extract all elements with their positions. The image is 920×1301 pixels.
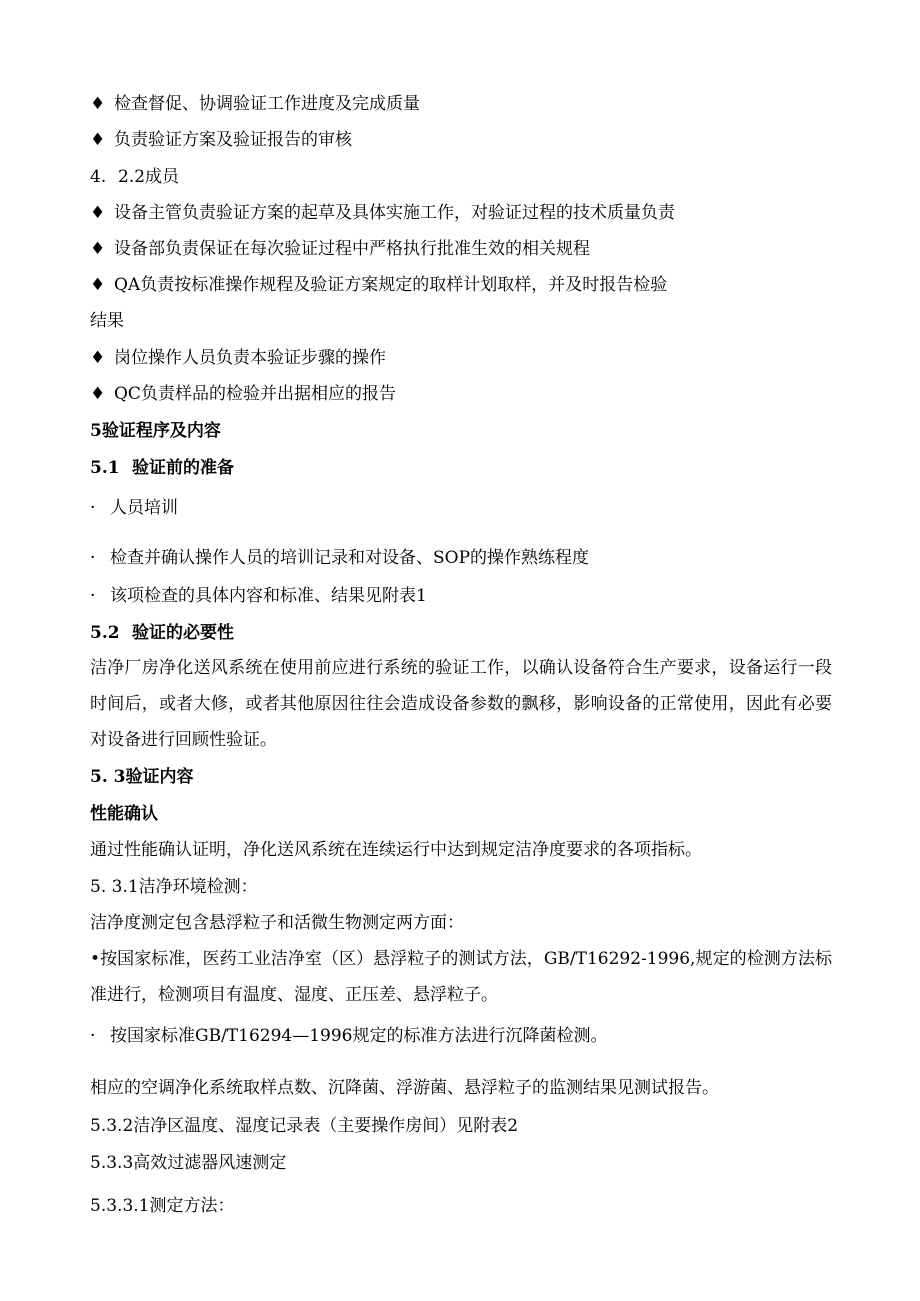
section-heading-4-2: 4. 2.2成员	[90, 167, 180, 187]
section-heading-5: 5验证程序及内容	[90, 421, 221, 441]
performance-text: 通过性能确认证明，净化送风系统在连续运行中达到规定洁净度要求的各项指标。	[90, 840, 702, 860]
section-heading-5-3-2: 5.3.2洁净区温度、湿度记录表（主要操作房间）见附表2	[90, 1116, 519, 1136]
dot-bullet-icon: ·	[90, 548, 96, 568]
necessity-paragraph: 洁净厂房净化送风系统在使用前应进行系统的验证工作，以确认设备符合生产要求，设备运行一段时间后，或者大修，或者其他原因往往会造成设备参数的飘移，影响设备的正常使用，因此有必要对设备进行回顾性验证。	[90, 658, 832, 750]
dot-list-item: · 按国家标准GB/T16294—1996规定的标准方法进行沉降菌检测。	[90, 1026, 608, 1046]
bullet-item: ♦ QC负责样品的检验并出据相应的报告	[90, 384, 396, 404]
dot-bullet-icon: ·	[90, 498, 96, 518]
standard-item: •按国家标准，医药工业洁净室（区）悬浮粒子的测试方法，GB/T16292-1996,规定的检测方法标准进行，检测项目有温度、湿度、正压差、悬浮粒子。	[90, 949, 832, 1005]
bullet-item: ♦ 设备主管负责验证方案的起草及具体实施工作，对验证过程的技术质量负责	[90, 203, 675, 223]
result-text: 相应的空调净化系统取样点数、沉降菌、浮游菌、悬浮粒子的监测结果见测试报告。	[90, 1078, 719, 1098]
section-heading-5-1: 5.1 验证前的准备	[90, 458, 234, 478]
bullet-item: ♦ 负责验证方案及验证报告的审核	[90, 130, 352, 150]
section-heading-5-2: 5.2 验证的必要性	[90, 623, 234, 643]
diamond-bullet-icon: ♦	[90, 94, 106, 114]
cleanliness-intro: 洁净度测定包含悬浮粒子和活微生物测定两方面：	[90, 913, 464, 933]
diamond-bullet-icon: ♦	[90, 239, 106, 259]
bullet-continuation: 结果	[90, 311, 124, 331]
bullet-item: ♦ QA负责按标准操作规程及验证方案规定的取样计划取样，并及时报告检验	[90, 275, 668, 295]
dot-list-item: · 该项检查的具体内容和标准、结果见附表1	[90, 586, 427, 606]
section-heading-5-3-1: 5. 3.1洁净环境检测：	[90, 877, 258, 897]
diamond-bullet-icon: ♦	[90, 275, 106, 295]
diamond-bullet-icon: ♦	[90, 384, 106, 404]
section-heading-5-3-3-1: 5.3.3.1测定方法：	[90, 1196, 235, 1216]
section-heading-5-3-3: 5.3.3高效过滤器风速测定	[90, 1153, 287, 1173]
dot-list-item: · 人员培训	[90, 498, 178, 518]
section-heading-5-3: 5. 3验证内容	[90, 767, 194, 787]
bullet-item: ♦ 设备部负责保证在每次验证过程中严格执行批准生效的相关规程	[90, 239, 590, 259]
diamond-bullet-icon: ♦	[90, 348, 106, 368]
dot-list-item: · 检查并确认操作人员的培训记录和对设备、SOP的操作熟练程度	[90, 548, 590, 568]
bullet-item: ♦ 岗位操作人员负责本验证步骤的操作	[90, 348, 386, 368]
diamond-bullet-icon: ♦	[90, 130, 106, 150]
subheading-performance: 性能确认	[90, 804, 158, 824]
dot-bullet-icon: ·	[90, 1026, 96, 1046]
diamond-bullet-icon: ♦	[90, 203, 106, 223]
bullet-item: ♦ 检查督促、协调验证工作进度及完成质量	[90, 94, 420, 114]
dot-bullet-icon: ·	[90, 586, 96, 606]
